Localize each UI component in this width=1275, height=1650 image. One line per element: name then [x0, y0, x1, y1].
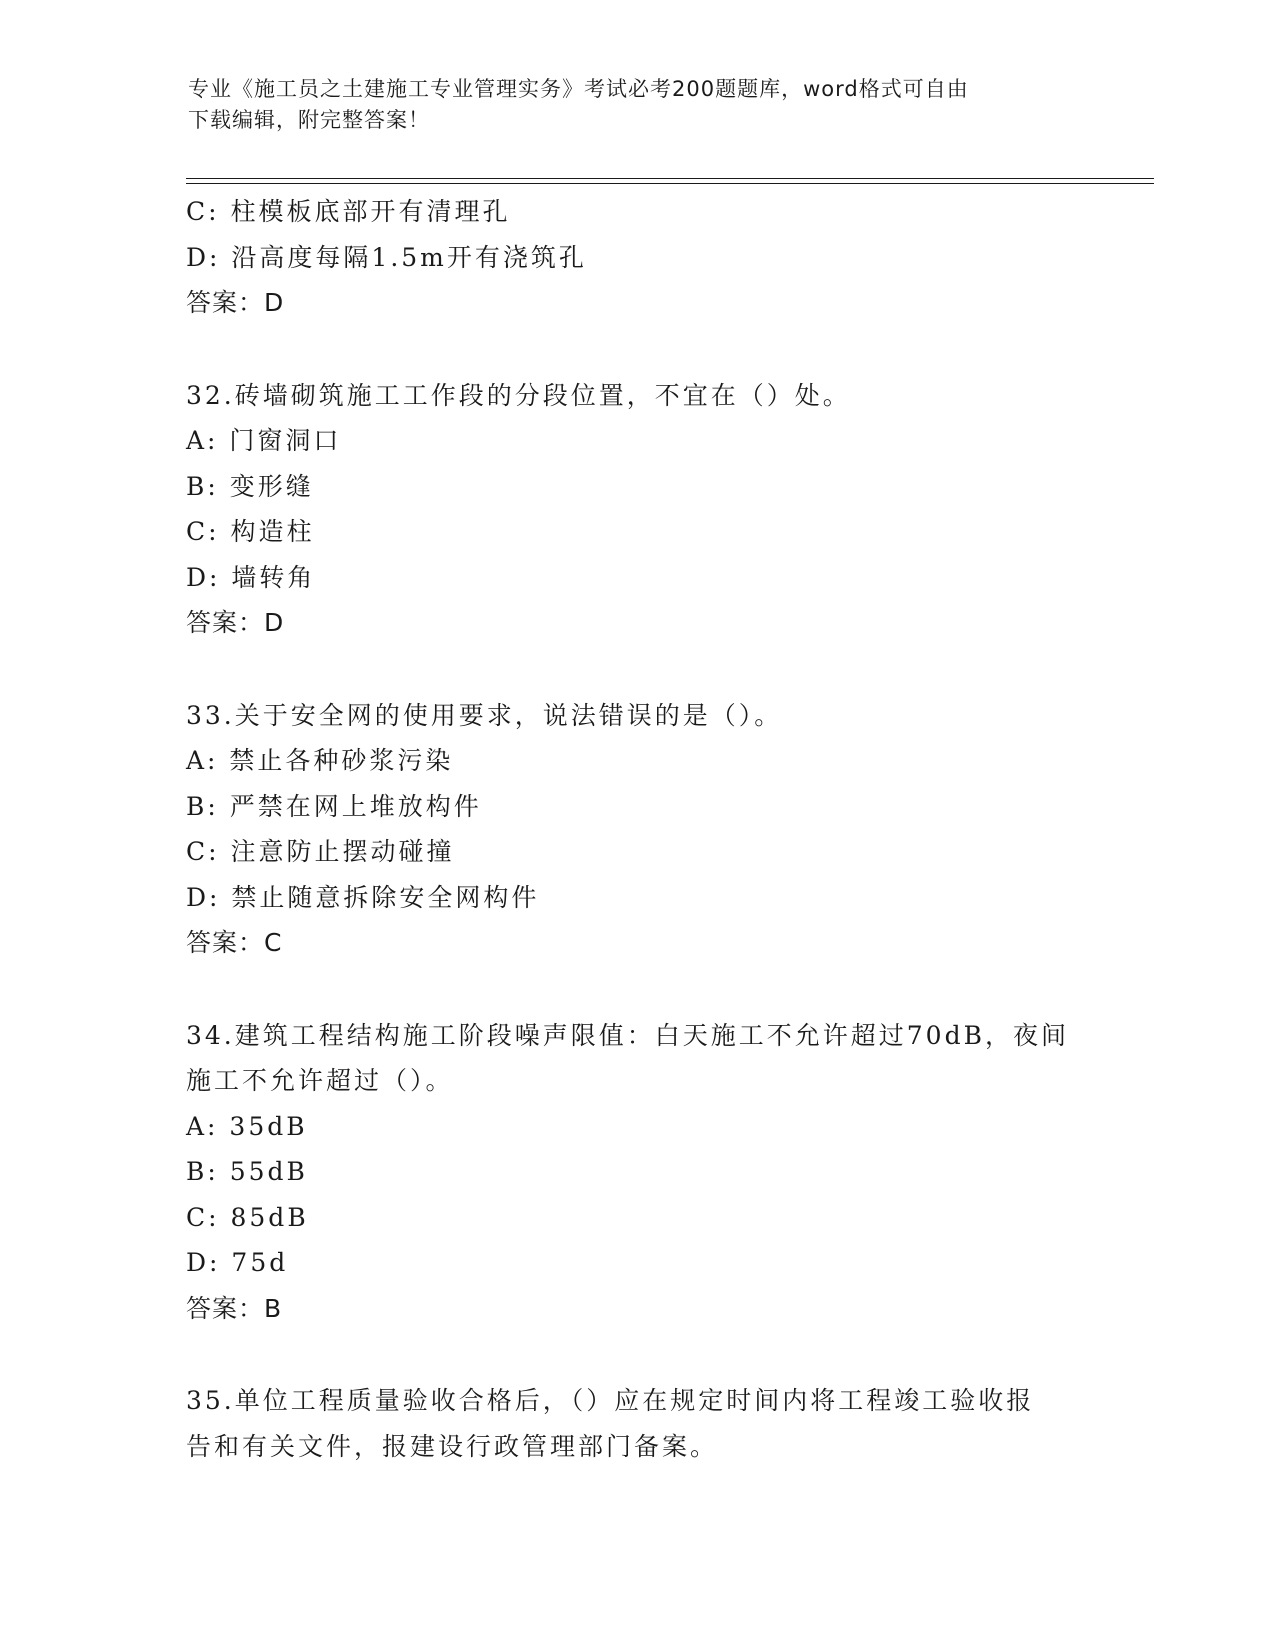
option-c: C: 注意防止摆动碰撞	[186, 837, 455, 866]
option-c: C: 85dB	[186, 1202, 309, 1232]
question-list	[186, 189, 1086, 1469]
question-stem: 33.关于安全网的使用要求，说法错误的是（）。	[186, 700, 783, 730]
header-line-1: 专业《施工员之土建施工专业管理实务》考试必考200题题库，word格式可自由	[188, 77, 969, 101]
prev-question-tail	[186, 189, 1086, 326]
header-divider-top	[186, 178, 1154, 179]
option-b: B: 55dB	[186, 1157, 308, 1186]
option-a: A: 门窗洞口	[186, 426, 342, 455]
question-spacer	[186, 326, 1086, 373]
header-divider-bottom	[186, 183, 1154, 184]
question-stem-line-2: 告和有关文件，报建设行政管理部门备案。	[186, 1431, 719, 1461]
answer-line: 答案：D	[186, 608, 285, 637]
option-a: A: 禁止各种砂浆污染	[186, 746, 454, 775]
option-d: D: 75d	[186, 1248, 289, 1277]
option-b: B: 严禁在网上堆放构件	[186, 791, 482, 821]
question-stem-line-1: 35.单位工程质量验收合格后，（）应在规定时间内将工程竣工验收报	[186, 1386, 1035, 1415]
option-b: B: 变形缝	[186, 471, 314, 501]
question-spacer	[186, 966, 1086, 1013]
answer-line: 答案：C	[186, 928, 283, 957]
option-d: D: 墙转角	[186, 562, 316, 592]
option-c: C: 构造柱	[186, 517, 315, 546]
question-stem-line-1: 34.建筑工程结构施工阶段噪声限值：白天施工不允许超过70dB，夜间	[186, 1020, 1069, 1050]
option-a: A: 35dB	[186, 1111, 308, 1141]
question-32	[186, 373, 1086, 646]
header-line-2: 下载编辑，附完整答案！	[188, 108, 430, 132]
question-spacer	[186, 646, 1086, 693]
document-header	[188, 74, 1088, 136]
option-d: D: 禁止随意拆除安全网构件	[186, 882, 540, 912]
question-33	[186, 693, 1086, 966]
option-d: D: 沿高度每隔1.5m开有浇筑孔	[186, 242, 587, 272]
answer-line: 答案：B	[186, 1293, 283, 1323]
question-35	[186, 1378, 1086, 1469]
question-stem: 32.砖墙砌筑施工工作段的分段位置，不宜在（）处。	[186, 380, 851, 410]
question-34	[186, 1013, 1086, 1332]
question-stem-line-2: 施工不允许超过（）。	[186, 1066, 454, 1095]
question-spacer	[186, 1331, 1086, 1378]
answer-line: 答案：D	[186, 288, 285, 317]
option-c: C: 柱模板底部开有清理孔	[186, 197, 511, 226]
